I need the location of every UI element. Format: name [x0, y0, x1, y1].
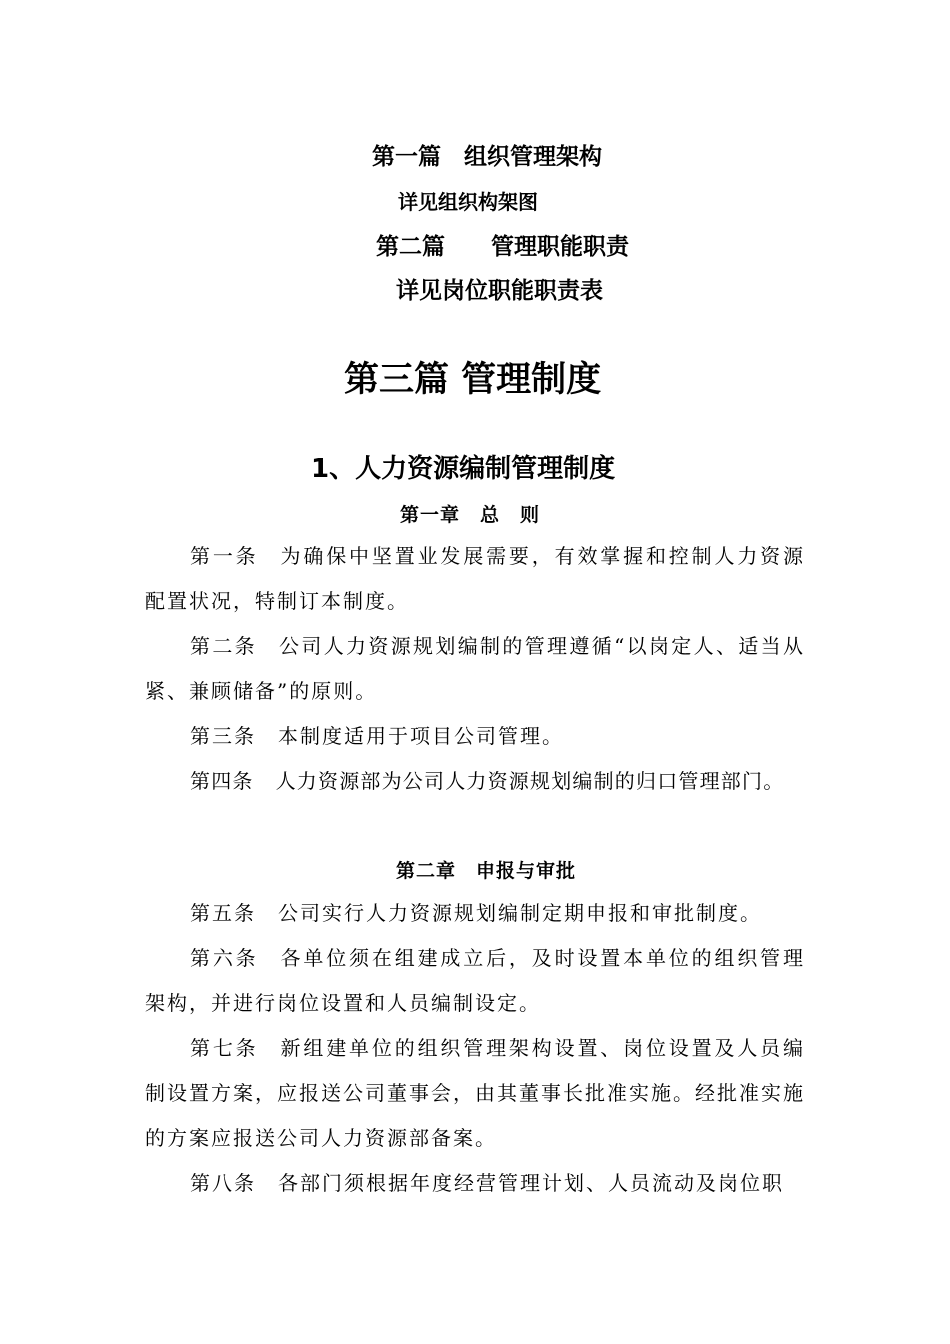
article-label: 第一条	[190, 544, 259, 568]
article-label: 第六条	[190, 946, 259, 970]
article-text: 本制度适用于项目公司管理。	[278, 724, 564, 748]
article-label: 第三条	[190, 724, 256, 748]
article-3	[145, 714, 805, 759]
article-text: 各单位须在组建成立后，及时设置本单位的组织管理架构，并进行岗位设置和人员编制设定。	[145, 946, 806, 1015]
article-2	[145, 624, 805, 714]
article-label: 第五条	[190, 901, 256, 925]
article-5	[145, 891, 805, 936]
article-label: 第四条	[190, 769, 254, 793]
article-label: 第七条	[190, 1036, 259, 1060]
article-label: 第二条	[190, 634, 258, 658]
article-7	[145, 1026, 805, 1161]
part1-title: 第一篇 组织管理架构	[372, 144, 602, 170]
chapter1-title: 第一章 总 则	[400, 504, 541, 526]
article-text: 公司实行人力资源规划编制定期申报和审批制度。	[278, 901, 762, 925]
part1-note: 详见组织构架图	[398, 190, 538, 214]
part3-title: 第三篇 管理制度	[344, 360, 602, 400]
article-text: 新组建单位的组织管理架构设置、岗位设置及人员编制设置方案，应报送公司董事会，由其董事长批准实施。经批准实施的方案应报送公司人力资源部备案。	[145, 1036, 806, 1150]
article-text: 各部门须根据年度经营管理计划、人员流动及岗位职	[278, 1171, 784, 1195]
part2-title: 第二篇 管理职能职责	[376, 234, 629, 260]
article-8	[145, 1161, 805, 1206]
article-text: 人力资源部为公司人力资源规划编制的归口管理部门。	[275, 769, 785, 793]
chapter2-title: 第二章 申报与审批	[396, 860, 577, 882]
article-1	[145, 534, 805, 624]
section-title: 1、人力资源编制管理制度	[311, 454, 616, 484]
article-4	[145, 759, 805, 804]
article-label: 第八条	[190, 1171, 256, 1195]
article-6	[145, 936, 805, 1026]
article-text: 为确保中坚置业发展需要，有效掌握和控制人力资源配置状况，特制订本制度。	[145, 544, 806, 613]
article-text: 公司人力资源规划编制的管理遵循“以岗定人、适当从紧、兼顾储备”的原则。	[145, 634, 805, 703]
part2-note: 详见岗位职能职责表	[396, 278, 603, 304]
